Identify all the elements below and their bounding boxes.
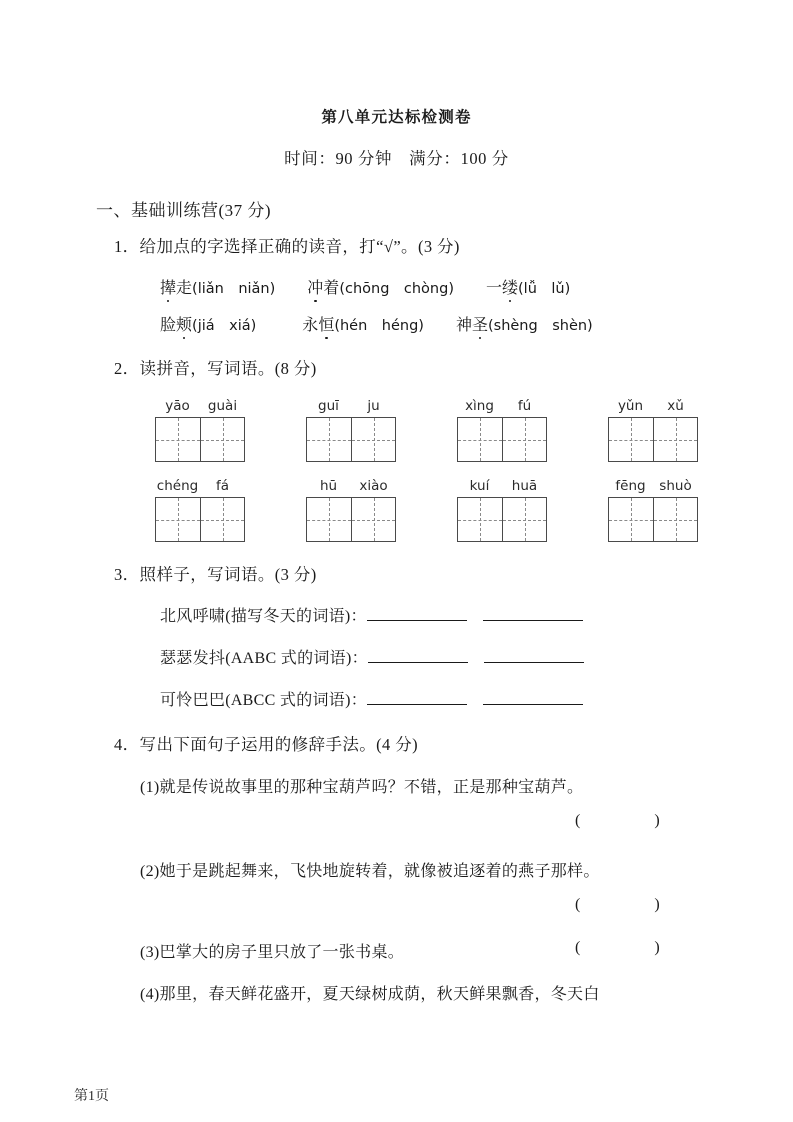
question-4-prompt: 4．写出下面句子运用的修辞手法。(4 分) xyxy=(114,735,419,754)
q1-row-2 xyxy=(160,312,593,335)
tianzige-cell[interactable] xyxy=(458,418,502,461)
question-3-prompt: 3．照样子，写词语。(3 分) xyxy=(114,565,317,584)
tianzige-pinyin-3 xyxy=(457,398,547,414)
q4-sentence-4: (4)那里，春天鲜花盛开，夏天绿树成荫，秋天鲜果飘香，冬天白 xyxy=(140,986,600,1003)
pinyin-syllable: xiào xyxy=(359,478,388,494)
tianzige-grid[interactable] xyxy=(155,497,245,542)
pinyin-syllable: yǔn xyxy=(617,398,644,414)
section-heading-1: 一、基础训练营(37 分) xyxy=(96,201,272,220)
tianzige-cell[interactable] xyxy=(307,418,351,461)
q4-answer-slot-3[interactable] xyxy=(575,939,660,957)
q1-options-3[interactable]: (lǚ lǔ) xyxy=(518,281,571,297)
q1-word-6[interactable]: 神圣 xyxy=(456,312,488,335)
pinyin-syllable: guài xyxy=(207,398,238,414)
pinyin-syllable: fú xyxy=(517,398,532,414)
paren-open: ( xyxy=(575,939,581,956)
paren-open: ( xyxy=(575,896,581,913)
exam-meta-line: 时间：90 分钟 满分：100 分 xyxy=(284,149,509,168)
pinyin-syllable: hū xyxy=(319,478,338,494)
question-1-prompt: 1．给加点的字选择正确的读音，打“√”。(3 分) xyxy=(114,237,460,256)
q1-options-5[interactable]: (hén héng) xyxy=(334,318,424,334)
tianzige-cell[interactable] xyxy=(653,498,697,541)
pinyin-syllable: xìng xyxy=(465,398,494,414)
q3-blank-3b[interactable] xyxy=(483,704,583,705)
q3-blank-3a[interactable] xyxy=(367,704,467,705)
q1-word-3[interactable]: 一缕 xyxy=(486,275,518,298)
q4-sentence-1: (1)就是传说故事里的那种宝葫芦吗？不错，正是那种宝葫芦。 xyxy=(140,779,584,796)
q3-blank-1a[interactable] xyxy=(367,620,467,621)
q4-answer-slot-1[interactable] xyxy=(575,812,660,830)
q1-word-5[interactable]: 永恒 xyxy=(302,312,334,335)
pinyin-syllable: fēng xyxy=(615,478,646,494)
pinyin-syllable: kuí xyxy=(469,478,490,494)
paren-close: ) xyxy=(654,896,660,913)
tianzige-pinyin-6 xyxy=(306,478,396,494)
tianzige-grid[interactable] xyxy=(306,417,396,462)
q1-row-1 xyxy=(160,275,570,298)
tianzige-cell[interactable] xyxy=(609,418,653,461)
page-title: 第八单元达标检测卷 xyxy=(321,109,472,126)
q1-options-6[interactable]: (shèng shèn) xyxy=(487,318,593,334)
pinyin-syllable: guī xyxy=(318,398,339,414)
tianzige-cell[interactable] xyxy=(307,498,351,541)
tianzige-pinyin-1 xyxy=(155,398,245,414)
pinyin-syllable: shuò xyxy=(659,478,692,494)
tianzige-cell[interactable] xyxy=(609,498,653,541)
q3-blank-2a[interactable] xyxy=(368,662,468,663)
q4-answer-slot-2[interactable] xyxy=(575,896,660,914)
pinyin-syllable: ju xyxy=(367,398,380,414)
paren-close: ) xyxy=(654,939,660,956)
pinyin-syllable: chéng xyxy=(156,478,199,494)
tianzige-grid[interactable] xyxy=(608,497,698,542)
q3-item-3 xyxy=(160,687,583,710)
tianzige-pinyin-8 xyxy=(608,478,698,494)
q3-item-2 xyxy=(160,645,584,668)
tianzige-cell[interactable] xyxy=(156,498,200,541)
tianzige-pinyin-5 xyxy=(155,478,245,494)
tianzige-grid[interactable] xyxy=(457,497,547,542)
q1-word-2[interactable]: 冲着 xyxy=(307,275,339,298)
q4-sentence-3: (3)巴掌大的房子里只放了一张书桌。 xyxy=(140,944,405,961)
q3-blank-1b[interactable] xyxy=(483,620,583,621)
q3-item-1 xyxy=(160,603,583,626)
tianzige-pinyin-4 xyxy=(608,398,698,414)
q1-word-4[interactable]: 脸颊 xyxy=(160,312,192,335)
q1-word-1[interactable]: 撵走 xyxy=(160,275,192,298)
tianzige-cell[interactable] xyxy=(653,418,697,461)
tianzige-cell[interactable] xyxy=(200,418,244,461)
q1-options-2[interactable]: (chōng chòng) xyxy=(339,281,454,297)
q1-options-4[interactable]: (jiá xiá) xyxy=(192,318,257,334)
tianzige-grid[interactable] xyxy=(457,417,547,462)
tianzige-pinyin-7 xyxy=(457,478,547,494)
pinyin-syllable: huā xyxy=(511,478,538,494)
pinyin-syllable: yāo xyxy=(165,398,190,414)
tianzige-pinyin-2 xyxy=(306,398,396,414)
q3-item-3-label: 可怜巴巴(ABCC 式的词语)： xyxy=(160,692,368,709)
tianzige-grid[interactable] xyxy=(155,417,245,462)
tianzige-cell[interactable] xyxy=(200,498,244,541)
q4-sentence-2: (2)她于是跳起舞来，飞快地旋转着，就像被追逐着的燕子那样。 xyxy=(140,863,600,880)
tianzige-grid[interactable] xyxy=(306,497,396,542)
q1-options-1[interactable]: (liǎn niǎn) xyxy=(192,281,276,297)
q3-blank-2b[interactable] xyxy=(484,662,584,663)
tianzige-cell[interactable] xyxy=(458,498,502,541)
q3-item-2-label: 瑟瑟发抖(AABC 式的词语)： xyxy=(160,650,368,667)
q3-item-1-label: 北风呼啸(描写冬天的词语)： xyxy=(160,608,367,625)
tianzige-cell[interactable] xyxy=(502,498,546,541)
pinyin-syllable: fá xyxy=(215,478,230,494)
paren-open: ( xyxy=(575,812,581,829)
tianzige-cell[interactable] xyxy=(156,418,200,461)
tianzige-grid[interactable] xyxy=(608,417,698,462)
question-2-prompt: 2．读拼音，写词语。(8 分) xyxy=(114,359,317,378)
page-number-footer: 第1页 xyxy=(74,1089,109,1104)
tianzige-cell[interactable] xyxy=(502,418,546,461)
paren-close: ) xyxy=(654,812,660,829)
tianzige-cell[interactable] xyxy=(351,418,395,461)
pinyin-syllable: xǔ xyxy=(667,398,684,414)
tianzige-cell[interactable] xyxy=(351,498,395,541)
